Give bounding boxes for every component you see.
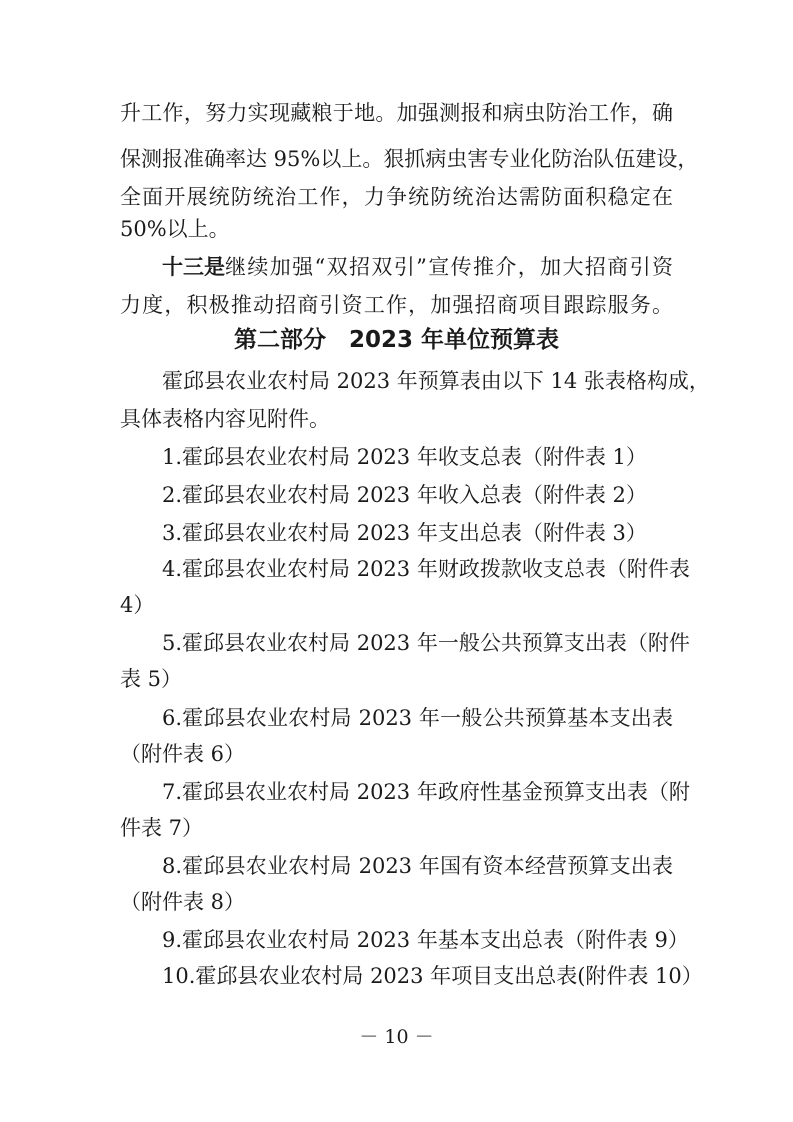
text-line: 具体表格内容见附件。 bbox=[120, 407, 330, 431]
list-item-continuation: （附件表 6） bbox=[120, 742, 246, 766]
text-line: 力度，积极推动招商引资工作，加强招商项目跟踪服务。 bbox=[120, 293, 673, 317]
text-line: 50%以上。 bbox=[120, 217, 230, 241]
text-line: 霍邱县农业农村局 2023 年预算表由以下 14 张表格构成， bbox=[162, 369, 710, 393]
list-item: 6.霍邱县农业农村局 2023 年一般公共预算基本支出表 bbox=[162, 706, 673, 730]
text-line: 全面开展统防统治工作，力争统防统治达需防面积稳定在 bbox=[120, 185, 673, 209]
section-heading: 第二部分 2023 年单位预算表 bbox=[233, 327, 560, 353]
list-item: 8.霍邱县农业农村局 2023 年国有资本经营预算支出表 bbox=[162, 854, 673, 878]
list-item: 2.霍邱县农业农村局 2023 年收入总表（附件表 2） bbox=[162, 483, 647, 507]
list-item: 10.霍邱县农业农村局 2023 年项目支出总表(附件表 10） bbox=[162, 964, 703, 988]
list-item: 4.霍邱县农业农村局 2023 年财政拨款收支总表（附件表 bbox=[162, 557, 690, 581]
text-line: 升工作，努力实现藏粮于地。加强测报和病虫防治工作，确 bbox=[120, 101, 673, 125]
list-item-continuation: 4） bbox=[120, 593, 155, 617]
list-item: 7.霍邱县农业农村局 2023 年政府性基金预算支出表（附 bbox=[162, 780, 690, 804]
list-item: 5.霍邱县农业农村局 2023 年一般公共预算支出表（附件 bbox=[162, 631, 690, 655]
list-item-continuation: （附件表 8） bbox=[120, 890, 246, 914]
text-line: 保测报准确率达 95%以上。狠抓病虫害专业化防治队伍建设， bbox=[120, 147, 699, 171]
list-item-continuation: 表 5） bbox=[120, 667, 183, 691]
text-line: 继续加强“双招双引”宣传推介，加大招商引资 bbox=[225, 255, 673, 279]
list-item-continuation: 件表 7） bbox=[120, 816, 204, 840]
list-item: 3.霍邱县农业农村局 2023 年支出总表（附件表 3） bbox=[162, 521, 647, 545]
list-item: 1.霍邱县农业农村局 2023 年收支总表（附件表 1） bbox=[162, 445, 647, 469]
list-item: 9.霍邱县农业农村局 2023 年基本支出总表（附件表 9） bbox=[162, 928, 689, 952]
page-number: － 10 － bbox=[359, 1026, 434, 1048]
item-lead: 十三是 bbox=[162, 254, 225, 279]
